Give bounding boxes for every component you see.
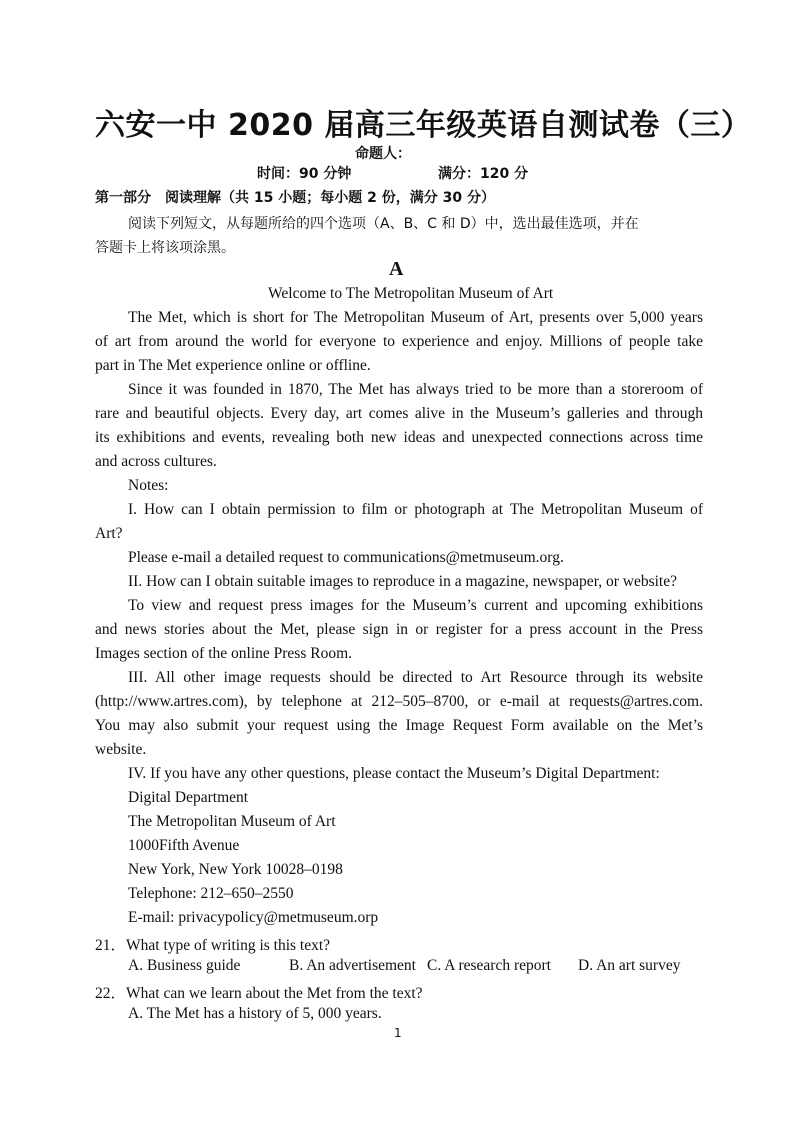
setter-label: 命题人： [355,146,411,162]
exam-title: 六安一中 2020 届高三年级英语自测试卷（三） [95,108,752,143]
note-question: I. How can I obtain permission to film or photograph at The Metropolitan Museum of [128,501,703,518]
paragraph-line: and across cultures. [95,453,217,470]
option-a: A. Business guide [128,957,241,974]
address-line: Digital Department [128,789,249,806]
note-question: IV. If you have any other questions, please contact the Museum’s Digital Department: [128,765,660,782]
full-score: 满分：120 分 [438,166,529,182]
time-limit: 时间：90 分钟 [257,166,352,182]
instructions-line: 答题卡上将该项涂黑。 [95,240,235,256]
paragraph-line: The Met, which is short for The Metropolitan Museum of Art, presents over 5,000 years [128,309,703,326]
address-line: 1000Fifth Avenue [128,837,240,854]
note-text: You may also submit your request using the Image Request Form available on the Met’s [95,717,703,734]
option-d: D. An art survey [578,957,681,974]
question-stem: 21．What type of writing is this text? [95,937,331,954]
note-question: II. How can I obtain suitable images to reproduce in a magazine, newspaper, or website? [128,573,677,590]
option-c: C. A research report [427,957,551,974]
section-letter: A [389,258,404,280]
paragraph-line: of art from around the world for everyone to experience and enjoy. Millions of people take [95,333,703,350]
page-number: 1 [394,1026,402,1040]
paragraph-line: its exhibitions and events, revealing both new ideas and unexpected connections across time [95,429,703,446]
note-answer: To view and request press images for the Museum’s current and upcoming exhibitions [128,597,703,614]
address-line: E-mail: privacypolicy@metmuseum.orp [128,909,379,926]
note-answer: Images section of the online Press Room. [95,645,352,662]
note-answer: and news stories about the Met, please sign in or register for a press account in the Press [95,621,703,638]
note-answer: Please e-mail a detailed request to communications@metmuseum.org. [128,549,564,566]
question-stem: 22．What can we learn about the Met from the text? [95,985,423,1002]
notes-label: Notes: [128,477,169,494]
note-text: website. [95,741,147,758]
part-heading: 第一部分 阅读理解（共 15 小题；每小题 2 份，满分 30 分） [95,190,495,206]
address-line: Telephone: 212–650–2550 [128,885,294,902]
note-text: III. All other image requests should be directed to Art Resource through its website [128,669,703,686]
instructions-line: 阅读下列短文，从每题所给的四个选项（A、B、C 和 D）中，选出最佳选项，并在 [128,216,639,232]
passage-title: Welcome to The Metropolitan Museum of Art [268,285,554,302]
option-a: A. The Met has a history of 5, 000 years. [128,1005,382,1022]
paragraph-line: Since it was founded in 1870, The Met has always tried to be more than a storeroom of [128,381,703,398]
paragraph-line: rare and beautiful objects. Every day, art comes alive in the Museum’s galleries and through [95,405,703,422]
option-b: B. An advertisement [289,957,416,974]
note-question: Art? [95,525,123,542]
paragraph-line: part in The Met experience online or offline. [95,357,371,374]
note-text: (http://www.artres.com), by telephone at 212–505–8700, or e-mail at requests@artres.com. [95,693,703,710]
address-line: The Metropolitan Museum of Art [128,813,336,830]
address-line: New York, New York 10028–0198 [128,861,343,878]
